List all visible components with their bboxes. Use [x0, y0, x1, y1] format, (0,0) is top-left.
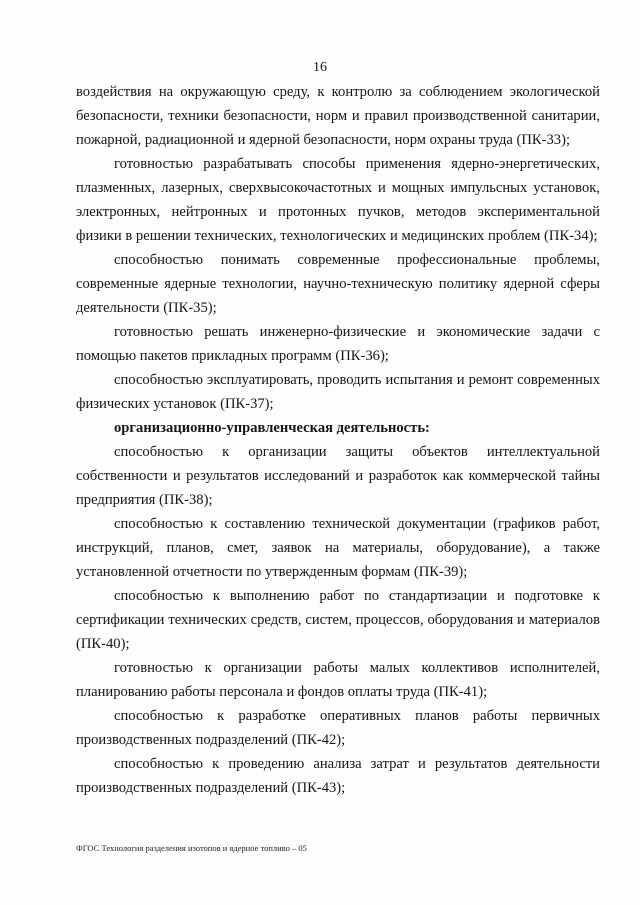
- paragraph-pk-42: способностью к разработке оперативных планов работы первичных производственных подразделений (ПК-42);: [76, 708, 600, 748]
- paragraph-pk-37: способностью эксплуатировать, проводить испытания и ремонт современных физических установок (ПК-37);: [76, 372, 600, 412]
- paragraph-pk-41: готовностью к организации работы малых коллективов исполнителей, планированию работы персонала и фондов оплаты труда (ПК-41);: [76, 660, 600, 700]
- paragraph-pk-38: способностью к организации защиты объектов интеллектуальной собственности и результатов исследований и разработок как коммерческой тайны предприятия (ПК-38);: [76, 444, 600, 508]
- paragraph-pk-34: готовностью разрабатывать способы применения ядерно-энергетических, плазменных, лазерных, сверхвысокочастотных и мощных импульсных установок, электронных, нейтронных и протонных пучков, методов экспериментальной физики в решении технических, технологических и медицинских проблем (ПК-34);: [76, 156, 600, 244]
- paragraph-pk-36: готовностью решать инженерно-физические и экономические задачи с помощью пакетов прикладных программ (ПК-36);: [76, 324, 600, 364]
- page-number: 16: [313, 60, 327, 75]
- paragraph-pk-35: способностью понимать современные профессиональные проблемы, современные ядерные технологии, научно-техническую политику ядерной сферы деятельности (ПК-35);: [76, 252, 600, 316]
- paragraph-pk-43: способностью к проведению анализа затрат и результатов деятельности производственных подразделений (ПК-43);: [76, 756, 600, 796]
- paragraph-pk-40: способностью к выполнению работ по стандартизации и подготовке к сертификации технических средств, систем, процессов, оборудования и материалов (ПК-40);: [76, 588, 600, 652]
- body-text: [76, 80, 600, 800]
- page-footer: ФГОС Технология разделения изотопов и ядерное топливо – 05: [76, 843, 307, 853]
- section-heading: организационно-управленческая деятельность:: [114, 420, 430, 436]
- paragraph-pk-39: способностью к составлению технической документации (графиков работ, инструкций, планов, смет, заявок на материалы, оборудование), а также установленной отчетности по утвержденным формам (ПК-39);: [76, 516, 600, 580]
- paragraph-pk-33: воздействия на окружающую среду, к контролю за соблюдением экологической безопасности, техники безопасности, норм и правил производственной санитарии, пожарной, радиационной и ядерной безопасности, норм охраны труда (ПК-33);: [76, 84, 600, 148]
